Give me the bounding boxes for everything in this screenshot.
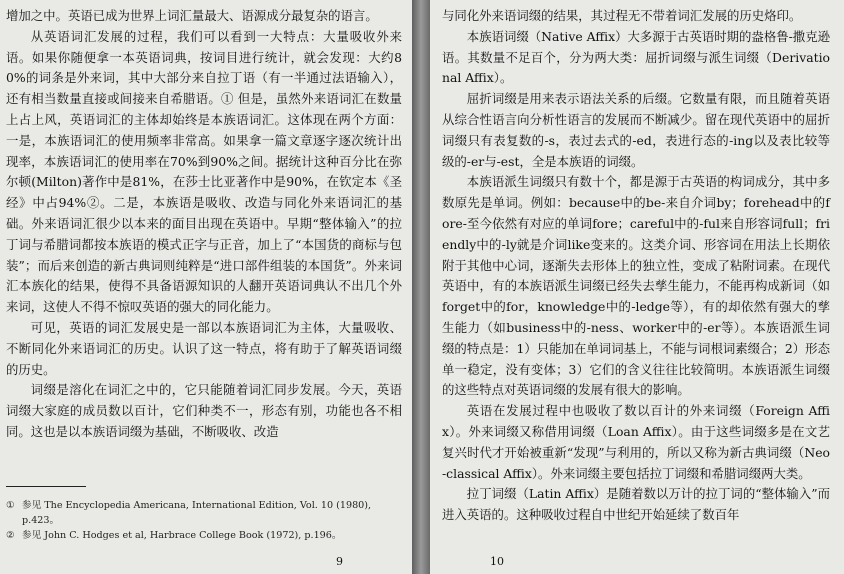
page-number: 10 <box>490 555 504 568</box>
paragraph: 增加之中。英语已成为世界上词汇量最大、语源成分最复杂的语言。 <box>6 8 378 23</box>
paragraph: 拉丁词缀（Latin Affix）是随着数以万计的拉丁词的“整体输入”而进入英语的。这种吸收过程自中世纪开始延续了数百年 <box>442 486 830 523</box>
footnote-text: 参见 The Encyclopedia Americana, International Edition, Vol. 10 (1980), p.423。 <box>22 500 372 526</box>
paragraph: 从英语词汇发展的过程，我们可以看到一大特点：大量吸收外来语。如果你随便拿一本英语词典，按词目进行统计，就会发现：大约80%的词条是外来词，其中大部分来自拉丁语（有一半通过法语输入），还有相当数量直接或间接来自希腊语。① 但是，虽然外来语词汇在数量上占上风，英语词汇的主体却始终是本族语词汇。这体现在两个方面：一是，本族语词汇的使用频率非常高。如果拿一篇文章逐字逐次统计出现率，本族语词汇的使用率在70%到90%之间。据统计这种百分比在弥尔顿(Milton)著作中是81%，在莎士比亚著作中是90%，在钦定本《圣经》中占94%②。二是，本族语是吸收、改造与同化外来语词汇的基础。外来语词汇很少以本来的面目出现在英语中。早期“整体输入”的拉丁词与希腊词都按本族语的模式正字与正音，加上了“本国货的商标与包装”；而后来创造的新古典词则纯粹是“进口部件组装的本国货”。外来词汇本族化的结果，使得不具备语源知识的人翻开英语词典认不出几个外来词，这使人不得不惊叹英语的强大的同化能力。 <box>6 28 402 315</box>
footnote-divider <box>6 486 86 487</box>
paragraph: 可见，英语的词汇发展史是一部以本族语词汇为主体，大量吸收、不断同化外来语词汇的历史。认识了这一特点，将有助于了解英语词缀的历史。 <box>6 319 402 377</box>
paragraph: 本族语词缀（Native Affix）大多源于古英语时期的盎格鲁-撒克逊语。其数量不足百个，分为两大类：屈折词缀与派生词缀（Derivational Affix）。 <box>442 28 830 86</box>
paragraph: 词缀是溶化在词汇之中的，它只能随着词汇同步发展。今天，英语词缀大家庭的成员数以百计，它们种类不一，形态有别，功能也各不相同。这也是以本族语词缀为基础，不断吸收、改造 <box>6 382 402 439</box>
page-number: 9 <box>336 555 343 568</box>
footnote <box>6 498 402 528</box>
footnote-mark: ② <box>6 530 15 541</box>
book-gutter <box>412 0 430 574</box>
footnote-text: 参见 John C. Hodges et al, Harbrace College Book (1972), p.196。 <box>22 530 342 541</box>
footnote <box>6 528 402 543</box>
paragraph: 屈折词缀是用来表示语法关系的后缀。它数量有限，而且随着英语从综合性语言向分析性语言的发展而不断减少。留在现代英语中的屈折词缀只有表复数的-s，表过去式的-ed，表进行态的-ing以及表比较等级的-er与-est，全是本族语的词缀。 <box>442 91 830 169</box>
paragraph: 与同化外来语词缀的结果，其过程无不带着词汇发展的历史烙印。 <box>442 8 802 23</box>
paragraph: 英语在发展过程中也吸收了数以百计的外来词缀（Foreign Affix）。外来词缀又称借用词缀（Loan Affix）。由于这些词缀多是在文艺复兴时代才开始被重新“发现”与利用的，所以又称为新古典词缀（Neo-classical Affix）。外来词缀主要包括拉丁词缀和希腊词缀两大类。 <box>442 403 830 481</box>
left-page <box>0 0 412 574</box>
paragraph: 本族语派生词缀只有数十个，都是源于古英语的构词成分，其中多数原先是单词。例如：because中的be-来自介词by；forehead中的fore-至今依然有对应的单词fore；careful中的-ful来自形容词full；friendly中的-ly就是介词like变来的。这类介词、形容词在用法上长期依附于其他中心词，逐渐失去形体上的独立性，变成了粘附词素。在现代英语中，有的本族语派生词缀已经失去孳生能力，不能再构成新词（如forget中的for，knowledge中的-ledge等），有的却依然有强大的孳生能力（如business中的-ness、worker中的-er等）。本族语派生词缀的特点是：1）只能加在单词词基上，不能与词根词素缀合；2）形态单一稳定，没有变体；3）它们的含义往往比较简明。本族语派生词缀的这些特点对英语词缀的发展有很大的影响。 <box>442 174 830 398</box>
footnotes <box>6 498 402 543</box>
right-page <box>430 0 844 574</box>
footnote-mark: ① <box>6 500 15 511</box>
